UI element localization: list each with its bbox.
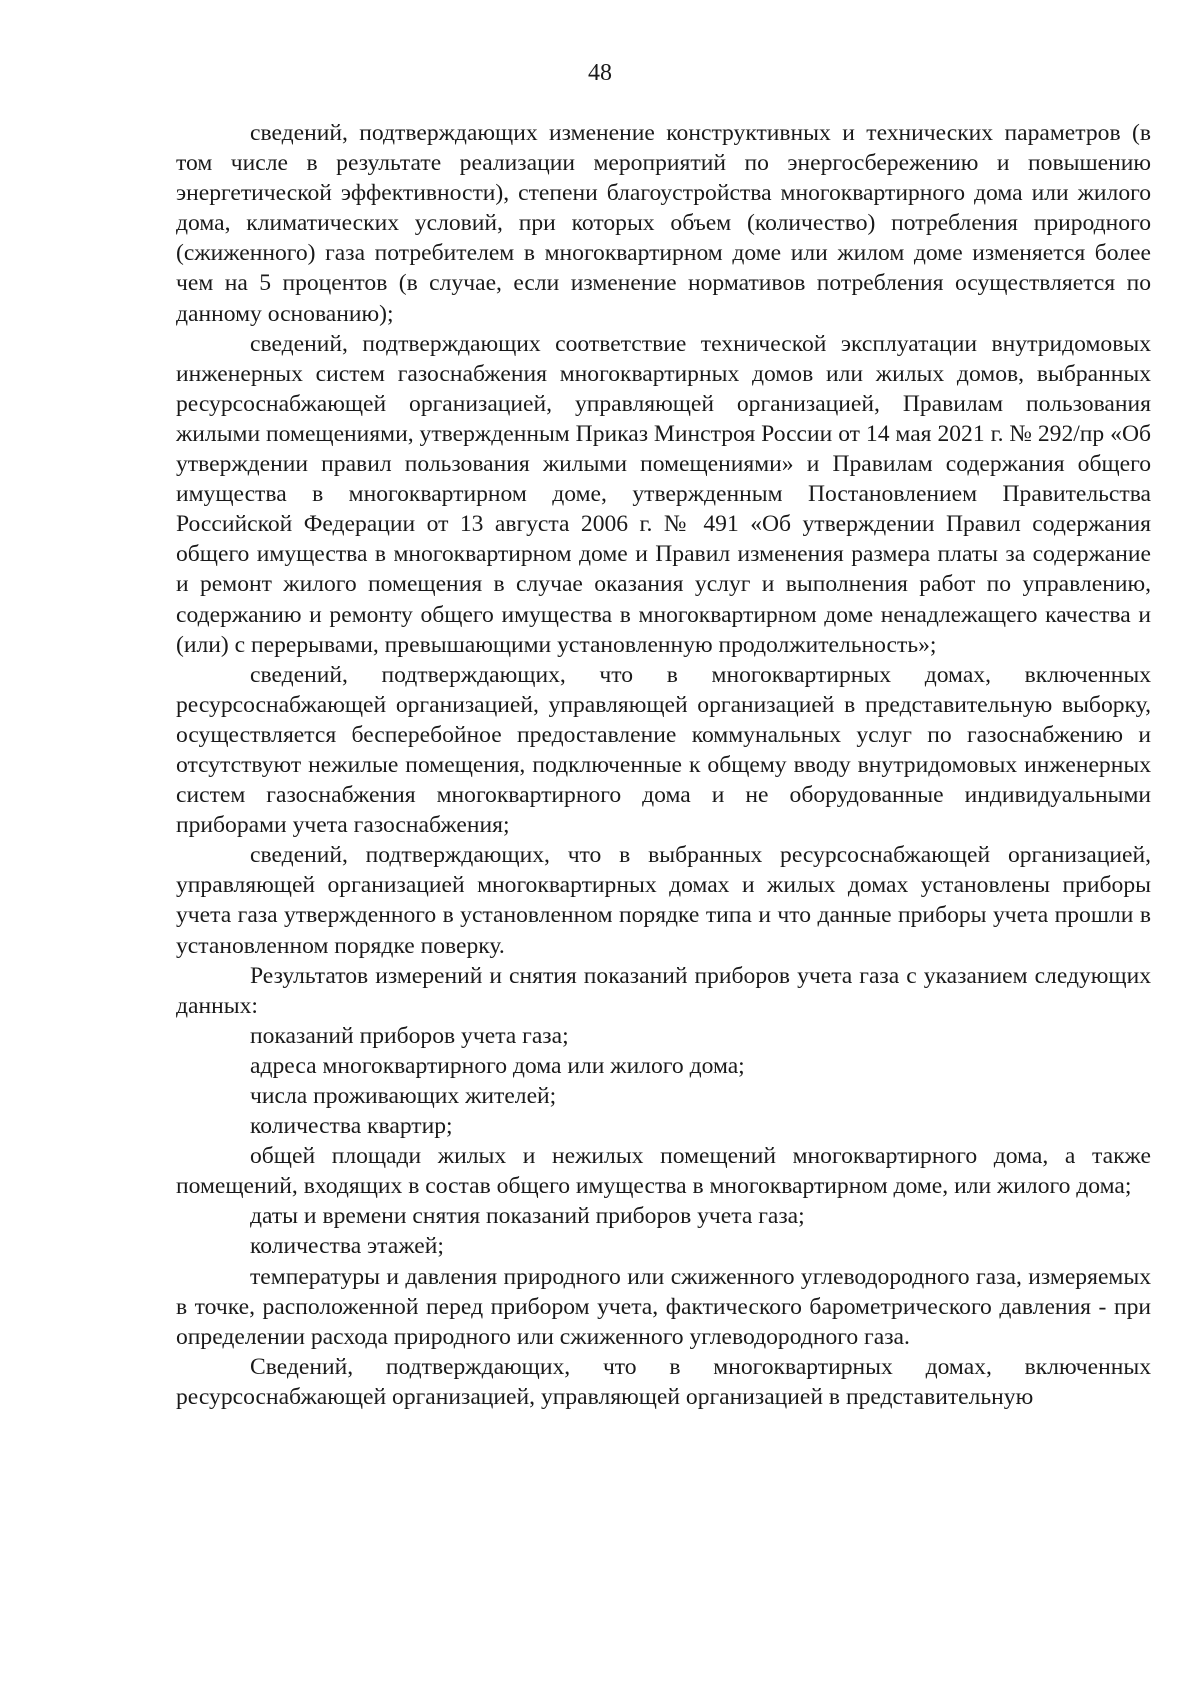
- paragraph-technical-parameters: сведений, подтверждающих изменение конструктивных и технических параметров (в том числе в результате реализации мероприятий по энергосбережению и повышению энергетической эффективности), степени благоустройства многоквартирного дома или жилого дома, климатических условий, при которых объем (количество) потребления природного (сжиженного) газа потребителем в многоквартирном доме или жилом доме изменяется более чем на 5 процентов (в случае, если изменение нормативов потребления осуществляется по данному основанию);: [176, 120, 1151, 327]
- list-item-reading-datetime: даты и времени снятия показаний приборов учета газа;: [250, 1203, 805, 1230]
- list-item-floors: количества этажей;: [250, 1233, 444, 1260]
- paragraph-uninterrupted-supply: сведений, подтверждающих, что в многоквартирных домах, включенных ресурсоснабжающей организацией, управляющей организацией в представительную выборку, осуществляется бесперебойное предоставление коммунальных услуг по газоснабжению и отсутствуют нежилые помещения, подключенные к общему вводу внутридомовых инженерных систем газоснабжения многоквартирного дома и не оборудованные индивидуальными приборами учета газоснабжения;: [176, 661, 1151, 839]
- list-item-apartments: количества квартир;: [250, 1113, 453, 1140]
- list-item-meter-readings: показаний приборов учета газа;: [250, 1022, 569, 1049]
- list-item-floor-area: общей площади жилых и нежилых помещений многоквартирного дома, а также помещений, входящих в состав общего имущества в многоквартирном доме, или жилого дома;: [176, 1143, 1151, 1200]
- paragraph-meters-installed: сведений, подтверждающих, что в выбранных ресурсоснабжающей организацией, управляющей организацией многоквартирных домах и жилых домах установлены приборы учета газа утвержденного в установленном порядке типа и что данные приборы учета прошли в установленном порядке поверку.: [176, 842, 1151, 959]
- list-item-residents: числа проживающих жителей;: [250, 1083, 557, 1109]
- paragraph-measurement-results: Результатов измерений и снятия показаний приборов учета газа с указанием следующих данных:: [176, 962, 1151, 1019]
- document-body: [176, 118, 1151, 1412]
- paragraph-technical-operation: сведений, подтверждающих соответствие технической эксплуатации внутридомовых инженерных систем газоснабжения многоквартирных домов или жилых домов, выбранных ресурсоснабжающей организацией, управляющей организацией, Правилам пользования жилыми помещениями, утвержденным Приказ Минстроя России от 14 мая 2021 г. № 292/пр «Об утверждении правил пользования жилыми помещениями» и Правилам содержания общего имущества в многоквартирном доме, утвержденным Постановлением Правительства Российской Федерации от 13 августа 2006 г. № 491 «Об утверждении Правил содержания общего имущества в многоквартирном доме и Правил изменения размера платы за содержание и ремонт жилого помещения в случае оказания услуг и выполнения работ по управлению, содержанию и ремонту общего имущества в многоквартирном доме ненадлежащего качества и (или) с перерывами, превышающими установленную продолжительность»;: [176, 330, 1151, 658]
- list-item-temperature-pressure: температуры и давления природного или сжиженного углеводородного газа, измеряемых в точке, расположенной перед прибором учета, фактического барометрического давления - при определении расхода природного или сжиженного углеводородного газа.: [176, 1263, 1151, 1350]
- paragraph-representative-sample: Сведений, подтверждающих, что в многоквартирных домах, включенных ресурсоснабжающей организацией, управляющей организацией в представительную: [176, 1353, 1151, 1410]
- page-number: 48: [588, 60, 612, 86]
- list-item-address: адреса многоквартирного дома или жилого дома;: [250, 1052, 745, 1079]
